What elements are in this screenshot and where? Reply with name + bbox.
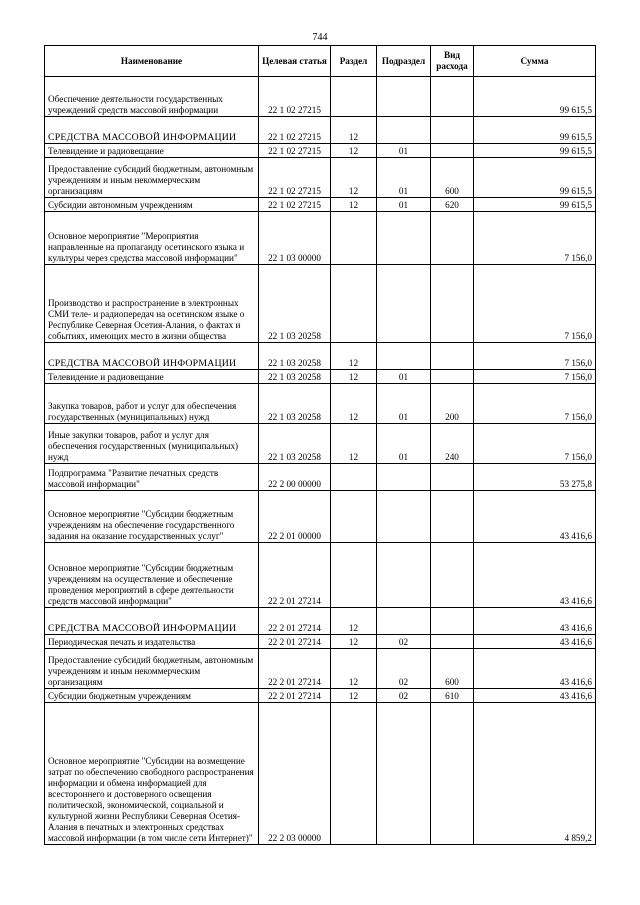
row-expense-type-cell <box>431 464 474 491</box>
row-name-cell: Субсидии бюджетным учреждениям <box>45 689 259 703</box>
table-row <box>45 543 596 608</box>
row-section-cell: 12 <box>331 608 377 635</box>
row-name-cell: Основное мероприятие "Мероприятия направленные на пропаганду осетинского языка и культуры через средства массовой информации" <box>45 212 259 265</box>
row-article-cell: 22 2 01 00000 <box>259 491 331 543</box>
row-expense-type-cell <box>431 265 474 343</box>
row-article-cell: 22 1 02 27215 <box>259 144 331 158</box>
row-section-cell <box>331 77 377 117</box>
page-number: 744 <box>312 32 328 43</box>
row-expense-type-cell <box>431 370 474 384</box>
row-article-cell: 22 2 00 00000 <box>259 464 331 491</box>
table-row <box>45 77 596 117</box>
row-name-cell: Производство и распространение в электронных СМИ теле- и радиопередач на осетинском языке о Республике Северная Осетия-Алания, о фактах и событиях, имеющих место в жизни общества <box>45 265 259 343</box>
row-section-cell <box>331 491 377 543</box>
row-expense-type-cell: 610 <box>431 689 474 703</box>
row-subsection-cell <box>377 77 431 117</box>
row-sum-cell: 99 615,5 <box>474 77 596 117</box>
row-name-cell: Субсидии автономным учреждениям <box>45 198 259 212</box>
row-section-cell: 12 <box>331 117 377 144</box>
header-article: Целевая статья <box>259 46 331 77</box>
row-article-cell: 22 1 02 27215 <box>259 77 331 117</box>
row-sum-cell: 7 156,0 <box>474 384 596 424</box>
row-section-cell <box>331 212 377 265</box>
row-section-cell <box>331 265 377 343</box>
header-sum: Сумма <box>474 46 596 77</box>
row-subsection-cell: 01 <box>377 144 431 158</box>
row-section-cell: 12 <box>331 649 377 689</box>
row-subsection-cell: 02 <box>377 689 431 703</box>
row-section-cell: 12 <box>331 370 377 384</box>
row-expense-type-cell <box>431 212 474 265</box>
row-subsection-cell: 01 <box>377 384 431 424</box>
row-sum-cell: 99 615,5 <box>474 117 596 144</box>
row-subsection-cell: 02 <box>377 649 431 689</box>
table-body <box>45 77 596 845</box>
row-name-cell: Основное мероприятие "Субсидии бюджетным учреждениям на обеспечение государственного задания на оказание государственных услуг" <box>45 491 259 543</box>
row-section-cell: 12 <box>331 689 377 703</box>
row-sum-cell: 7 156,0 <box>474 370 596 384</box>
row-sum-cell: 7 156,0 <box>474 265 596 343</box>
row-section-cell <box>331 464 377 491</box>
row-article-cell: 22 1 03 20258 <box>259 343 331 370</box>
row-name-cell: СРЕДСТВА МАССОВОЙ ИНФОРМАЦИИ <box>45 117 259 144</box>
row-name-cell: СРЕДСТВА МАССОВОЙ ИНФОРМАЦИИ <box>45 608 259 635</box>
table-row <box>45 117 596 144</box>
table-row <box>45 343 596 370</box>
row-section-cell <box>331 543 377 608</box>
row-expense-type-cell <box>431 491 474 543</box>
table-row <box>45 384 596 424</box>
row-expense-type-cell: 600 <box>431 158 474 198</box>
table-row <box>45 635 596 649</box>
row-name-cell: Предоставление субсидий бюджетным, автономным учреждениям и иным некоммерческим организациям <box>45 158 259 198</box>
row-article-cell: 22 1 02 27215 <box>259 117 331 144</box>
row-name-cell: Основное мероприятие "Субсидии на возмещение затрат по обеспечению свободного распространения информации и обмена информацией для всестороннего и достоверного освещения политической, экономической, социальной и культурной жизни Республики Северная Осетия-Алания в печатных и электронных средствах массовой информации (в том числе сети Интернет)" <box>45 703 259 845</box>
row-article-cell: 22 1 03 20258 <box>259 265 331 343</box>
header-section: Раздел <box>331 46 377 77</box>
row-expense-type-cell <box>431 144 474 158</box>
row-subsection-cell <box>377 608 431 635</box>
table-header-row <box>45 46 596 77</box>
row-name-cell: Обеспечение деятельности государственных учреждений средств массовой информации <box>45 77 259 117</box>
row-subsection-cell: 01 <box>377 158 431 198</box>
row-expense-type-cell <box>431 703 474 845</box>
row-article-cell: 22 1 02 27215 <box>259 198 331 212</box>
row-subsection-cell <box>377 343 431 370</box>
row-sum-cell: 7 156,0 <box>474 424 596 464</box>
row-sum-cell: 7 156,0 <box>474 212 596 265</box>
table-row <box>45 649 596 689</box>
row-section-cell: 12 <box>331 424 377 464</box>
row-expense-type-cell <box>431 77 474 117</box>
header-name: Наименование <box>45 46 259 77</box>
row-expense-type-cell: 620 <box>431 198 474 212</box>
table-row <box>45 198 596 212</box>
row-sum-cell: 43 416,6 <box>474 608 596 635</box>
row-sum-cell: 43 416,6 <box>474 635 596 649</box>
header-expense-type: Вид расхода <box>431 46 474 77</box>
row-expense-type-cell <box>431 543 474 608</box>
row-subsection-cell: 02 <box>377 635 431 649</box>
row-sum-cell: 43 416,6 <box>474 689 596 703</box>
table-row <box>45 212 596 265</box>
row-article-cell: 22 2 01 27214 <box>259 608 331 635</box>
row-article-cell: 22 2 01 27214 <box>259 543 331 608</box>
row-name-cell: Закупка товаров, работ и услуг для обеспечения государственных (муниципальных) нужд <box>45 384 259 424</box>
row-subsection-cell <box>377 543 431 608</box>
row-sum-cell: 43 416,6 <box>474 543 596 608</box>
header-subsection: Подраздел <box>377 46 431 77</box>
row-sum-cell: 99 615,5 <box>474 158 596 198</box>
row-name-cell: Основное мероприятие "Субсидии бюджетным учреждениям на осуществление и обеспечение проведения мероприятий в сфере деятельности средств массовой информации" <box>45 543 259 608</box>
row-sum-cell: 99 615,5 <box>474 198 596 212</box>
row-expense-type-cell: 200 <box>431 384 474 424</box>
row-article-cell: 22 1 03 20258 <box>259 384 331 424</box>
table-row <box>45 608 596 635</box>
row-name-cell: Предоставление субсидий бюджетным, автономным учреждениям и иным некоммерческим организациям <box>45 649 259 689</box>
row-subsection-cell <box>377 464 431 491</box>
row-name-cell: Подпрограмма "Развитие печатных средств массовой информации" <box>45 464 259 491</box>
table-row <box>45 370 596 384</box>
row-subsection-cell <box>377 491 431 543</box>
table-row <box>45 158 596 198</box>
table-row <box>45 689 596 703</box>
table-row <box>45 424 596 464</box>
row-article-cell: 22 2 03 00000 <box>259 703 331 845</box>
row-subsection-cell <box>377 265 431 343</box>
row-section-cell: 12 <box>331 343 377 370</box>
row-subsection-cell <box>377 703 431 845</box>
row-subsection-cell: 01 <box>377 370 431 384</box>
table-row <box>45 144 596 158</box>
row-name-cell: Телевидение и радиовещание <box>45 144 259 158</box>
row-expense-type-cell: 240 <box>431 424 474 464</box>
row-expense-type-cell <box>431 635 474 649</box>
row-subsection-cell: 01 <box>377 198 431 212</box>
row-sum-cell: 43 416,6 <box>474 649 596 689</box>
table-row <box>45 464 596 491</box>
row-article-cell: 22 1 03 20258 <box>259 424 331 464</box>
row-name-cell: Иные закупки товаров, работ и услуг для обеспечения государственных (муниципальных) нужд <box>45 424 259 464</box>
table-row <box>45 265 596 343</box>
row-article-cell: 22 1 03 00000 <box>259 212 331 265</box>
row-section-cell <box>331 703 377 845</box>
row-section-cell: 12 <box>331 144 377 158</box>
row-sum-cell: 53 275,8 <box>474 464 596 491</box>
row-name-cell: СРЕДСТВА МАССОВОЙ ИНФОРМАЦИИ <box>45 343 259 370</box>
row-article-cell: 22 1 03 20258 <box>259 370 331 384</box>
row-section-cell: 12 <box>331 158 377 198</box>
row-subsection-cell <box>377 117 431 144</box>
row-section-cell: 12 <box>331 384 377 424</box>
row-name-cell: Периодическая печать и издательства <box>45 635 259 649</box>
table-row <box>45 703 596 845</box>
row-section-cell: 12 <box>331 198 377 212</box>
row-sum-cell: 4 859,2 <box>474 703 596 845</box>
row-article-cell: 22 2 01 27214 <box>259 649 331 689</box>
row-sum-cell: 43 416,6 <box>474 491 596 543</box>
table-row <box>45 491 596 543</box>
row-article-cell: 22 2 01 27214 <box>259 635 331 649</box>
budget-table <box>44 45 596 845</box>
row-name-cell: Телевидение и радиовещание <box>45 370 259 384</box>
row-subsection-cell: 01 <box>377 424 431 464</box>
row-expense-type-cell <box>431 608 474 635</box>
row-sum-cell: 7 156,0 <box>474 343 596 370</box>
row-expense-type-cell <box>431 343 474 370</box>
row-article-cell: 22 1 02 27215 <box>259 158 331 198</box>
row-expense-type-cell: 600 <box>431 649 474 689</box>
row-article-cell: 22 2 01 27214 <box>259 689 331 703</box>
row-expense-type-cell <box>431 117 474 144</box>
row-subsection-cell <box>377 212 431 265</box>
row-section-cell: 12 <box>331 635 377 649</box>
row-sum-cell: 99 615,5 <box>474 144 596 158</box>
